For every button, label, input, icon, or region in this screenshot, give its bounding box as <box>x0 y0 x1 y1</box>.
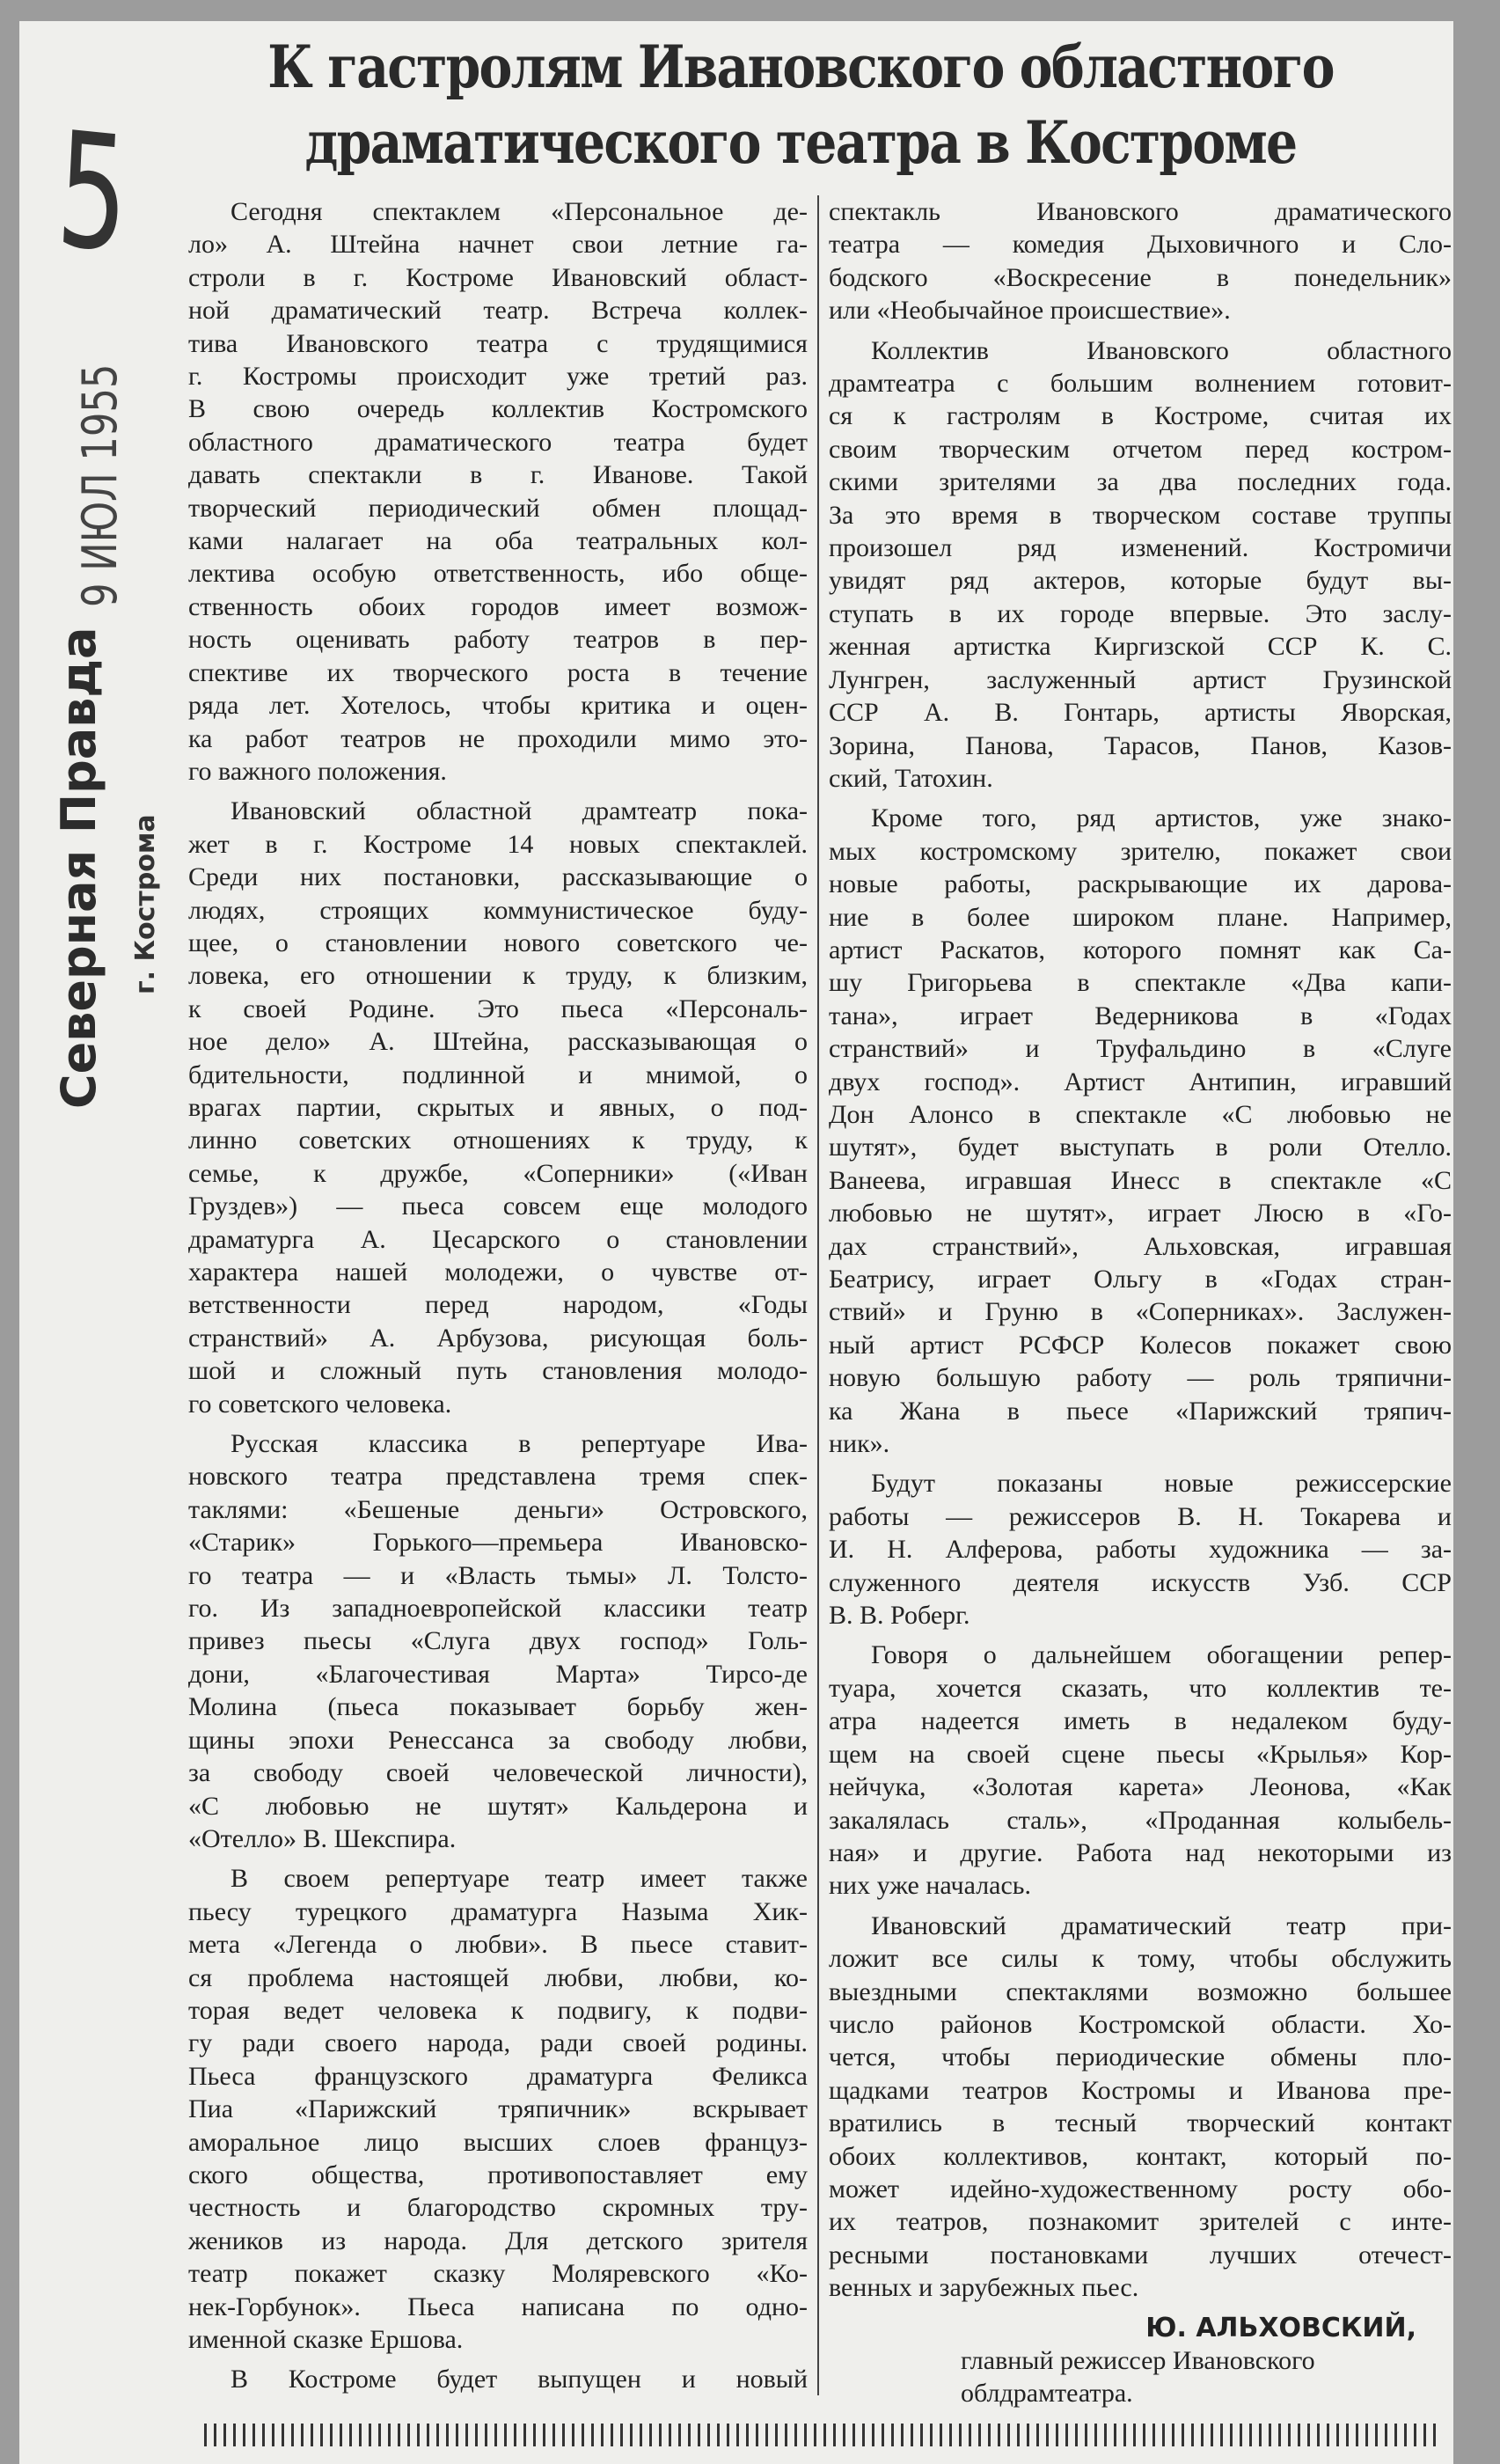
article-paragraph <box>829 1910 1452 2305</box>
text-line: линно советских отношениях к труду, к <box>188 1126 808 1155</box>
text-line: их театров, познакомит зрителей с инте- <box>829 2207 1452 2237</box>
text-line: привез пьесы «Слуга двух господ» Голь- <box>188 1626 808 1656</box>
text-line: щем на своей сцене пьесы «Крылья» Кор- <box>829 1739 1452 1769</box>
text-line: Груздев») — пьеса совсем еще молодого <box>188 1192 808 1221</box>
text-line: Дон Алонсо в спектакле «С любовью не <box>829 1099 1452 1129</box>
text-line: шу Григорьева в спектакле «Два капи- <box>829 968 1452 998</box>
text-line: И. Н. Алферова, работы художника — за- <box>829 1535 1452 1565</box>
text-line: дони, «Благочестивая Марта» Тирсо-де <box>188 1659 808 1689</box>
bottom-ruler-marks <box>204 2424 1436 2446</box>
text-line: новую большую работу — роль тряпични- <box>829 1363 1452 1393</box>
text-line: ками налагает на оба театральных кол- <box>188 526 808 556</box>
text-line: таклями: «Бешеные деньги» Островского, <box>188 1494 808 1524</box>
text-line: увидят ряд актеров, которые будут вы- <box>829 566 1452 596</box>
text-line: атра надеется иметь в недалеком буду- <box>829 1706 1452 1736</box>
text-line: Лунгрен, заслуженный артист Грузинской <box>829 664 1452 694</box>
text-line: семье, к дружбе, «Соперники» («Иван <box>188 1158 808 1188</box>
text-line: ной драматический театр. Встреча коллек- <box>188 296 808 326</box>
text-line: к своей Родине. Это пьеса «Персональ- <box>188 994 808 1023</box>
text-line: строли в г. Костроме Ивановский област- <box>188 262 808 292</box>
text-line: аморальное лицо высших слоев француз- <box>188 2127 808 2157</box>
text-line: чется, чтобы периодические обмены пло- <box>829 2042 1452 2072</box>
text-line: ложит все силы к тому, чтобы обслужить <box>829 1944 1452 1974</box>
text-line: выездными спектаклями возможно большее <box>829 1976 1452 2006</box>
text-line: спектакль Ивановского драматического <box>829 197 1452 226</box>
headline-line-2: драматического театра в Костроме <box>304 108 1297 177</box>
text-line: обоих коллективов, контакт, который по- <box>829 2141 1452 2171</box>
article-paragraph <box>188 1427 808 1855</box>
handwritten-page-number: 5 <box>53 98 133 289</box>
text-line: Среди них постановки, рассказывающие о <box>188 862 808 892</box>
text-line: Молина (пьеса показывает борьбу жен- <box>188 1692 808 1722</box>
text-line: Будут показаны новые режиссерские <box>871 1469 1452 1499</box>
column-divider <box>817 195 819 2395</box>
text-line: го советского человека. <box>188 1389 452 1419</box>
text-line: венных и зарубежных пьес. <box>829 2273 1139 2303</box>
article-paragraph <box>188 2363 808 2395</box>
text-line: врагах партии, скрытых и явных, о под- <box>188 1092 808 1122</box>
text-line: торая ведет человека к подвигу, к подви- <box>188 1995 808 2025</box>
text-line: женная артистка Киргизской ССР К. С. <box>829 632 1452 662</box>
text-line: ка работ театров не проходили мимо это- <box>188 723 808 753</box>
text-line: областного драматического театра будет <box>188 427 808 457</box>
text-line: скими зрителями за два последних года. <box>829 467 1452 497</box>
text-line: щадками театров Костромы и Иванова пре- <box>829 2075 1452 2105</box>
text-line: лектива особую ответственность, ибо обще- <box>188 559 808 589</box>
city-stamp: г. Кострома <box>130 814 161 994</box>
article-paragraph <box>829 1639 1452 1902</box>
text-line: Кроме того, ряд артистов, уже знако- <box>871 803 1452 833</box>
text-line: пьесу турецкого драматурга Назыма Хик- <box>188 1896 808 1926</box>
text-line: жеников из народа. Для детского зрителя <box>188 2226 808 2255</box>
text-line: г. Костромы происходит уже третий раз. <box>188 362 808 392</box>
text-line: характера нашей молодежи, о чувстве от- <box>188 1258 808 1287</box>
text-line: го. Из западноевропейской классики театр <box>188 1594 808 1624</box>
text-line: странствий» и Труфальдино в «Слуге <box>829 1034 1452 1064</box>
text-line: ся проблема настоящей любви, любви, ко- <box>188 1962 808 1992</box>
text-line: бодского «Воскресение в понедельник» <box>829 262 1452 292</box>
text-line: мета «Легенда о любви». В пьесе ставит- <box>188 1930 808 1960</box>
signature-org: облдрамтеатра. <box>961 2379 1133 2409</box>
date-stamp: 9 ИЮЛ 1955 <box>72 363 128 607</box>
signature-role: главный режиссер Ивановского <box>961 2346 1315 2375</box>
headline-line-1: К гастролям Ивановского областного <box>267 33 1334 101</box>
text-line: театр покажет сказку Моляревского «Ко- <box>188 2259 808 2289</box>
article-paragraph <box>829 1467 1452 1632</box>
text-line: произошел ряд изменений. Костромичи <box>829 533 1452 563</box>
text-line: честность и благородство скромных тру- <box>188 2193 808 2223</box>
text-line: новского театра представлена тремя спек- <box>188 1462 808 1492</box>
text-line: За это время в творческом составе труппы <box>829 500 1452 530</box>
text-line: за свободу своей человеческой личности), <box>188 1758 808 1788</box>
text-line: Ивановский областной драмтеатр пока- <box>230 796 808 826</box>
text-line: шутят», будет выступать в роли Отелло. <box>829 1133 1452 1162</box>
text-line: Русская классика в репертуаре Ива- <box>230 1429 808 1459</box>
text-line: своим творческим отчетом перед костром- <box>829 434 1452 464</box>
text-line: ловека, его отношении к труду, к близким, <box>188 961 808 991</box>
text-line: «Старик» Горького—премьера Ивановско- <box>188 1528 808 1558</box>
text-line: ник». <box>829 1429 890 1459</box>
text-line: ствий» и Груню в «Соперниках». Заслужен- <box>829 1297 1452 1327</box>
article-paragraph <box>188 1862 808 2356</box>
text-line: ный артист РСФСР Колесов покажет свою <box>829 1330 1452 1360</box>
text-line: Говоря о дальнейшем обогащении репер- <box>871 1640 1452 1670</box>
text-line: Беатрису, играет Ольгу в «Годах стран- <box>829 1265 1452 1294</box>
text-line: го театра — и «Власть тьмы» Л. Толсто- <box>188 1560 808 1590</box>
text-line: туара, хочется сказать, что коллектив те- <box>829 1673 1452 1703</box>
text-line: странствий» А. Арбузова, рисующая боль- <box>188 1323 808 1353</box>
text-line: В. В. Роберг. <box>829 1601 970 1631</box>
text-line: щее, о становлении нового советского че- <box>188 928 808 957</box>
text-line: работы — режиссеров В. Н. Токарева и <box>829 1501 1452 1531</box>
article-paragraph <box>829 195 1452 327</box>
text-line: ский, Татохин. <box>829 763 993 793</box>
text-line: людях, строящих коммунистическое буду- <box>188 895 808 925</box>
text-line: Пьеса французского драматурга Феликса <box>188 2061 808 2091</box>
text-line: служенного деятеля искусств Узб. ССР <box>829 1567 1452 1597</box>
text-line: го важного положения. <box>188 756 447 786</box>
text-line: Коллектив Ивановского областного <box>871 335 1452 365</box>
text-line: Сегодня спектаклем «Персональное де- <box>230 197 808 226</box>
text-line: давать спектакли в г. Иванове. Такой <box>188 460 808 490</box>
text-line: бдительности, подлинной и мнимой, о <box>188 1060 808 1089</box>
text-line: ступать в их городе впервые. Это заслу- <box>829 598 1452 628</box>
text-line: спективе их творческого роста в течение <box>188 657 808 687</box>
text-line: именной сказке Ершова. <box>188 2325 464 2354</box>
article-paragraph <box>188 795 808 1420</box>
text-line: ресными постановками лучших отечест- <box>829 2240 1452 2270</box>
text-line: драматурга А. Цесарского о становлении <box>188 1224 808 1254</box>
text-line: любовью не шутят», играет Люсю в «Го- <box>829 1199 1452 1228</box>
text-line: Ивановский драматический театр при- <box>871 1910 1452 1940</box>
text-line: ского общества, противопоставляет ему <box>188 2160 808 2189</box>
text-line: вратились в тесный творческий контакт <box>829 2108 1452 2138</box>
text-line: гу ради своего народа, ради своей родины. <box>188 2028 808 2058</box>
text-line: Ванеева, игравшая Инесс в спектакле «С <box>829 1165 1452 1195</box>
text-line: театра — комедия Дыховичного и Сло- <box>829 230 1452 260</box>
text-line: тива Ивановского театра с трудящимися <box>188 328 808 358</box>
text-line: ся к гастролям в Костроме, считая их <box>829 401 1452 431</box>
text-line: ная» и другие. Работа над некоторыми из <box>829 1837 1452 1867</box>
text-line: ряда лет. Хотелось, чтобы критика и оцен- <box>188 691 808 721</box>
text-line: закалялась сталь», «Проданная колыбель- <box>829 1805 1452 1835</box>
text-line: В свою очередь коллектив Костромского <box>188 394 808 424</box>
text-line: драмтеатра с большим волнением готовит- <box>829 369 1452 399</box>
text-line: них уже началась. <box>829 1871 1031 1901</box>
article-paragraph <box>829 802 1452 1460</box>
text-line: ние в более широком плане. Например, <box>829 902 1452 932</box>
text-line: ное дело» А. Штейна, рассказывающая о <box>188 1027 808 1057</box>
text-line: «С любовью не шутят» Кальдерона и <box>188 1791 808 1821</box>
article-paragraph <box>829 334 1452 796</box>
text-line: нейчука, «Золотая карета» Леонова, «Как <box>829 1772 1452 1802</box>
article-column-left <box>188 195 808 2403</box>
text-line: В своем репертуаре театр имеет также <box>230 1864 808 1894</box>
text-line: ность оценивать работу театров в пер- <box>188 625 808 655</box>
text-line: ССР А. В. Гонтарь, артисты Яворская, <box>829 698 1452 728</box>
signature-name: Ю. АЛЬХОВСКИЙ, <box>1145 2312 1416 2343</box>
text-line: ло» А. Штейна начнет свои летние га- <box>188 230 808 260</box>
text-line: В Костроме будет выпущен и новый <box>230 2365 808 2394</box>
text-line: творческий периодический обмен площад- <box>188 493 808 523</box>
text-line: артист Раскатов, которого помнят как Са- <box>829 935 1452 964</box>
text-line: мых костромскому зрителю, покажет свои <box>829 836 1452 866</box>
text-line: щины эпохи Ренессанса за свободу любви, <box>188 1725 808 1755</box>
article-column-right <box>829 195 1452 2410</box>
text-line: «Отелло» В. Шекспира. <box>188 1823 457 1853</box>
text-line: Зорина, Панова, Тарасов, Панов, Казов- <box>829 730 1452 760</box>
text-line: дах странствий», Альховская, игравшая <box>829 1231 1452 1261</box>
text-line: Пиа «Парижский тряпичник» вскрывает <box>188 2094 808 2124</box>
text-line: число районов Костромской области. Хо- <box>829 2009 1452 2039</box>
article-paragraph <box>188 195 808 788</box>
text-line: может идейно-художественному росту обо- <box>829 2174 1452 2204</box>
text-line: тана», играет Ведерникова в «Годах <box>829 1001 1452 1030</box>
text-line: жет в г. Костроме 14 новых спектаклей. <box>188 829 808 859</box>
text-line: ка Жана в пьесе «Парижский тряпич- <box>829 1396 1452 1426</box>
text-line: нек-Горбунок». Пьеса написана по одно- <box>188 2292 808 2321</box>
text-line: двух господ». Артист Антипин, игравший <box>829 1067 1452 1096</box>
text-line: или «Необычайное происшествие». <box>829 296 1231 326</box>
text-line: ветственности перед народом, «Годы <box>188 1290 808 1320</box>
text-line: новые работы, раскрывающие их дарова- <box>829 869 1452 899</box>
text-line: ственность обоих городов имеет возмож- <box>188 591 808 621</box>
newspaper-name-stamp: Северная Правда <box>51 627 106 1109</box>
text-line: шой и сложный путь становления молодо- <box>188 1356 808 1386</box>
